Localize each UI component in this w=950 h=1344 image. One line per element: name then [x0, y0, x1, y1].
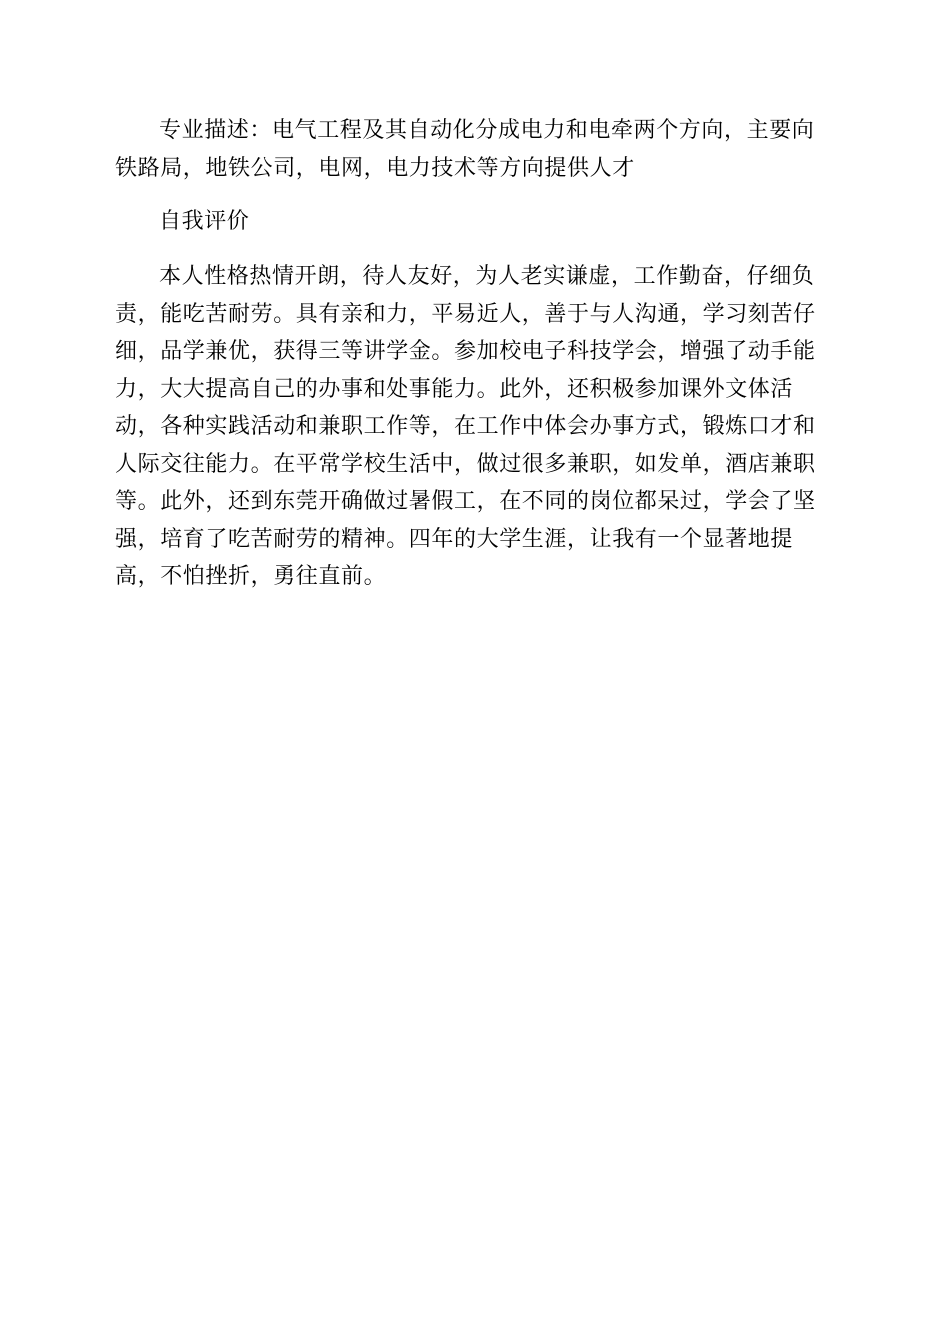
self-evaluation-heading: 自我评价 — [159, 209, 250, 234]
self-evaluation-paragraph: 本人性格热情开朗，待人友好，为人老实谦虚，工作勤奋，仔细负责，能吃苦耐劳。具有亲和力，平易近人，善于与人沟通，学习刻苦仔细，品学兼优，获得三等讲学金。参加校电子科技学会，增强了动手能力，大大提高自己的办事和处事能力。此外，还积极参加课外文体活动，各种实践活动和兼职工作等，在工作中体会办事方式，锻炼口才和人际交往能力。在平常学校生活中，做过很多兼职，如发单，酒店兼职等。此外，还到东莞开确做过暑假工，在不同的岗位都呆过，学会了坚强，培育了吃苦耐劳的精神。四年的大学生涯，让我有一个显著地提高，不怕挫折，勇往直前。 — [115, 264, 816, 589]
major-description-paragraph: 专业描述：电气工程及其自动化分成电力和电牵两个方向，主要向铁路局，地铁公司，电网，电力技术等方向提供人才 — [115, 118, 815, 181]
